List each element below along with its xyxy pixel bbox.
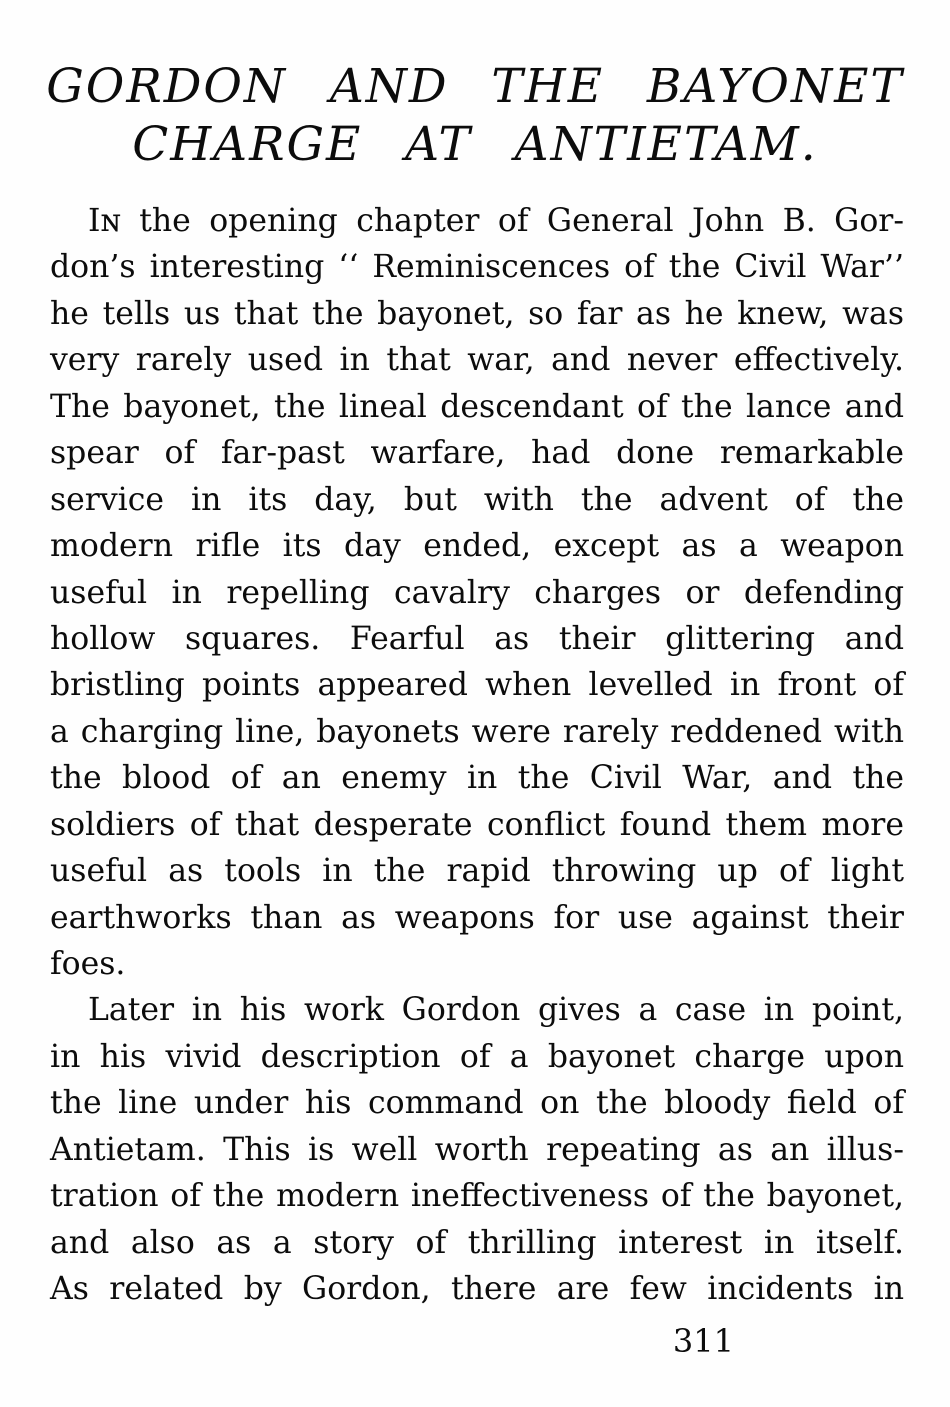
text-line: and also as a story of thrilling interest in itself.	[50, 1224, 904, 1261]
text-line: useful as tools in the rapid throwing up of light	[50, 853, 904, 890]
text-line: soldiers of that desperate conflict found them more	[50, 806, 904, 843]
text-line: Later in his work Gordon gives a case in point,	[88, 992, 904, 1029]
text-line: earthworks than as weapons for use against their	[50, 899, 904, 936]
title-line-2: CHARGE AT ANTIETAM.	[132, 117, 818, 172]
text-line: As related by Gordon, there are few incidents in	[50, 1271, 904, 1308]
text-line: in his vivid description of a bayonet charge upon	[50, 1038, 904, 1075]
text-line: spear of far-past warfare, had done remarkable	[50, 435, 904, 472]
text-line: the blood of an enemy in the Civil War, and the	[50, 760, 904, 797]
text-line: Antietam. This is well worth repeating as an illus-	[50, 1131, 904, 1168]
text-line: useful in repelling cavalry charges or defending	[50, 574, 904, 611]
text-line: service in its day, but with the advent of the	[50, 481, 904, 518]
page-number: 311	[672, 1321, 734, 1360]
text-line: Iɴ the opening chapter of General John B. Gor-	[88, 203, 904, 239]
text-line: very rarely used in that war, and never effectively.	[50, 342, 904, 379]
page-title	[0, 0, 950, 174]
text-line: foes.	[50, 946, 126, 982]
text-line: he tells us that the bayonet, so far as he knew, was	[50, 295, 904, 332]
text-line: a charging line, bayonets were rarely reddened with	[50, 713, 904, 750]
text-line: The bayonet, the lineal descendant of the lance and	[50, 388, 904, 425]
text-line: don’s interesting ‘‘ Reminiscences of the Civil War’’	[50, 249, 904, 286]
text-line: tration of the modern ineffectiveness of the bayonet,	[50, 1178, 904, 1215]
text-line: modern rifle its day ended, except as a weapon	[50, 528, 904, 565]
text-line: bristling points appeared when levelled in front of	[50, 667, 904, 704]
body-text	[0, 174, 950, 1313]
title-line-1: GORDON AND THE BAYONET	[46, 59, 904, 114]
text-line: hollow squares. Fearful as their glittering and	[50, 620, 904, 657]
text-line: the line under his command on the bloody field of	[50, 1085, 904, 1122]
